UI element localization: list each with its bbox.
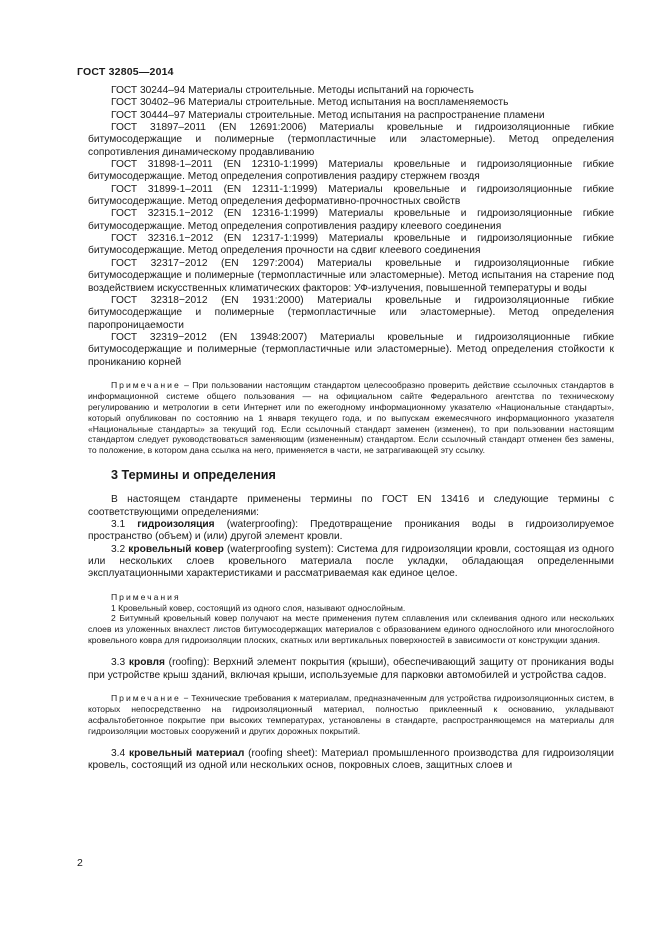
reference-item: ГОСТ 31899-1–2011 (EN 12311-1:1999) Материалы кровельные и гидроизоляционные гибкие битумосодержащие. Метод определения деформативно-прочностных свойств bbox=[88, 183, 614, 208]
reference-item: ГОСТ 31897–2011 (EN 12691:2006) Материалы кровельные и гидроизоляционные гибкие битумосодержащие и полимерные (термопластичные или эластомерные). Метод определения сопротивления динамическому продавливанию bbox=[88, 122, 614, 158]
term-number: 3.1 bbox=[111, 518, 138, 530]
term-definition: (roofing): Верхний элемент покрытия (крыши), обеспечивающий защиту от проникания воды при устройстве крыш зданий, включая крыши, используемые для парковки автомобилей и устройства садов. bbox=[88, 657, 614, 681]
note-label: Примечание bbox=[111, 379, 181, 390]
section-title: 3 Термины и определения bbox=[111, 468, 276, 483]
term-name: кровля bbox=[128, 657, 165, 669]
note-text: − Технические требования к материалам, предназначенным для устройства гидроизоляционных систем, в которых непосредственно на гидроизоляционный материал, полностью приклеенный к основанию, укладывают асфальтобетонное покрытие при высоких температурах, установлены в стандарте, распространяющемся на материалы для гидроизоляции мостовых сооружений и других дорожных покрытий. bbox=[88, 692, 614, 736]
reference-item: ГОСТ 32317−2012 (EN 1297:2004) Материалы кровельные и гидроизоляционные гибкие битумосодержащие и полимерные (термопластичные или эластомерные). Метод испытания на старение под воздействием искусственных климатических факторов: УФ-излучения, повышенной температуры и воды bbox=[88, 257, 614, 294]
document-body bbox=[88, 85, 614, 772]
reference-item: ГОСТ 30244–94 Материалы строительные. Методы испытаний на горючесть bbox=[111, 85, 474, 96]
note-roofing bbox=[88, 693, 614, 737]
term-definition: (waterproofing): Предотвращение проникания воды в гидроизолируемое пространство (объем) и (или) другой элемент кровли. bbox=[88, 518, 614, 543]
term-definition: (waterproofing system): Система для гидроизоляции кровли, состоящая из одного или нескольких слоев кровельного материала после укладки, обладающая определенными эксплуатационными характеристиками и рассматриваемая как единое целое. bbox=[88, 543, 614, 580]
term-definition: (roofing sheet): Материал промышленного производства для гидроизоляции кровель, состоящий из одной или нескольких основ, покровных слоев, защитных слоев и bbox=[88, 747, 614, 771]
reference-item: ГОСТ 32315.1−2012 (EN 12316-1:1999) Материалы кровельные и гидроизоляционные гибкие битумосодержащие. Метод определения сопротивления раздиру клеевого соединения bbox=[88, 208, 614, 232]
note-item: 2 Битумный кровельный ковер получают на месте применения путем сплавления или склеивания одного или нескольких слоев из уложенных внахлест листов битумосодержащих материалов с образованием единого однослойного или многослойного кровельного ковра для гидроизоляции плоских, скатных или вертикальных поверхностей в зависимости от конструкции здания. bbox=[88, 613, 614, 646]
note-label: Примечание bbox=[111, 692, 181, 703]
reference-item: ГОСТ 31898-1–2011 (EN 12310-1:1999) Материалы кровельные и гидроизоляционные гибкие битумосодержащие. Метод определения сопротивления раздиру стержнем гвоздя bbox=[88, 159, 614, 183]
term-3-1 bbox=[88, 519, 614, 544]
reference-item: ГОСТ 32318−2012 (EN 1931:2000) Материалы кровельные и гидроизоляционные гибкие битумосодержащие и полимерные (термопластичные или эластомерные). Метод определения паропроницаемости bbox=[88, 294, 614, 331]
reference-item: ГОСТ 30444–97 Материалы строительные. Метод испытания на распространение пламени bbox=[111, 109, 545, 121]
reference-item: ГОСТ 32319−2012 (EN 13948:2007) Материалы кровельные и гидроизоляционные гибкие битумосодержащие и полимерные (термопластичные или эластомерные). Метод определения стойкости к прониканию корней bbox=[88, 331, 614, 368]
reference-item: ГОСТ 32316.1−2012 (EN 12317-1:1999) Материалы кровельные и гидроизоляционные гибкие битумосодержащие. Метод определения прочности на сдвиг клеевого соединения bbox=[88, 233, 614, 257]
page-number: 2 bbox=[77, 857, 83, 869]
term-3-2 bbox=[88, 544, 614, 581]
term-3-4 bbox=[88, 748, 614, 773]
notes-label: Примечания bbox=[111, 591, 181, 602]
term-name: гидроизоляция bbox=[137, 518, 215, 530]
term-3-3 bbox=[88, 657, 614, 682]
term-number: 3.2 bbox=[111, 543, 129, 555]
term-number: 3.3 bbox=[111, 657, 129, 669]
section-intro: В настоящем стандарте применены термины по ГОСТ EN 13416 и следующие термины с соответствующими определениями: bbox=[88, 494, 614, 518]
term-name: кровельный ковер bbox=[128, 543, 224, 555]
term-number: 3.4 bbox=[111, 747, 129, 759]
note-references bbox=[88, 380, 614, 456]
note-item: 1 Кровельный ковер, состоящий из одного слоя, называют однослойным. bbox=[111, 602, 406, 613]
term-name: кровельный материал bbox=[128, 747, 245, 759]
document-header: ГОСТ 32805—2014 bbox=[77, 66, 174, 78]
note-text: – При пользовании настоящим стандартом целесообразно проверить действие ссылочных стандартов в информационной системе общего пользования — на официальном сайте Федерального агентства по техническому регулированию и метрологии в сети Интернет или по ежегодному информационному указателю «Национальные стандарты», который опубликован по состоянию на 1 января текущего года, и по выпускам ежемесячного информационного указателя «Национальные стандарты» за текущий год. Если ссылочный стандарт заменен (изменен), то при пользовании настоящим стандартом следует руководствоваться заменяющим (измененным) стандартом. Если ссылочный стандарт отменен без замены, то положение, в котором дана ссылка на него, применяется в части, не затрагивающей эту ссылку. bbox=[88, 379, 614, 456]
reference-item: ГОСТ 30402–96 Материалы строительные. Метод испытания на воспламеняемость bbox=[111, 97, 509, 109]
